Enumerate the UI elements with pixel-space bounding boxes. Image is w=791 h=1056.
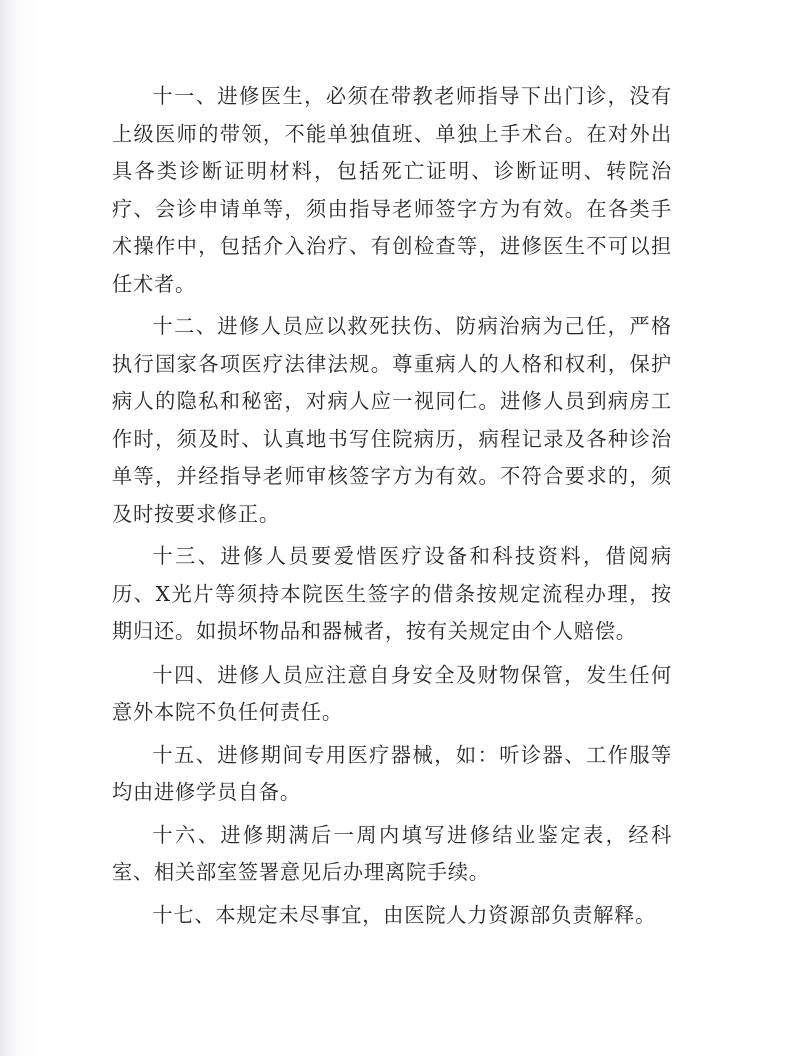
rule-paragraph-12: 十二、进修人员应以救死扶伤、防病治病为己任，严格执行国家各项医疗法律法规。尊重病人的人格和权利，保护病人的隐私和秘密，对病人应一视同仁。进修人员到病房工作时，须及时、认真地书写住院病历，病程记录及各种诊治单等，并经指导老师审核签字方为有效。不符合要求的，须及时按要求修正。 (112, 314, 672, 526)
rule-paragraph-13: 十三、进修人员要爱惜医疗设备和科技资料，借阅病历、X光片等须持本院医生签字的借条按规定流程办理，按期归还。如损坏物品和器械者，按有关规定由个人赔偿。 (112, 544, 672, 643)
rule-paragraph-11: 十一、进修医生，必须在带教老师指导下出门诊，没有上级医师的带领，不能单独值班、单独上手术台。在对外出具各类诊断证明材料，包括死亡证明、诊断证明、转院治疗、会诊申请单等，须由指导老师签字方为有效。在各类手术操作中，包括介入治疗、有创检查等，进修医生不可以担任术者。 (112, 84, 672, 296)
rule-paragraph-14: 十四、进修人员应注意自身安全及财物保管，发生任何意外本院不负任何责任。 (112, 662, 672, 724)
rule-paragraph-16: 十六、进修期满后一周内填写进修结业鉴定表，经科室、相关部室签署意见后办理离院手续。 (112, 822, 672, 884)
rule-paragraph-17: 十七、本规定未尽事宜，由医院人力资源部负责解释。 (152, 902, 657, 927)
document-body (112, 78, 672, 934)
rule-paragraph-15: 十五、进修期间专用医疗器械，如：听诊器、工作服等均由进修学员自备。 (112, 742, 672, 804)
